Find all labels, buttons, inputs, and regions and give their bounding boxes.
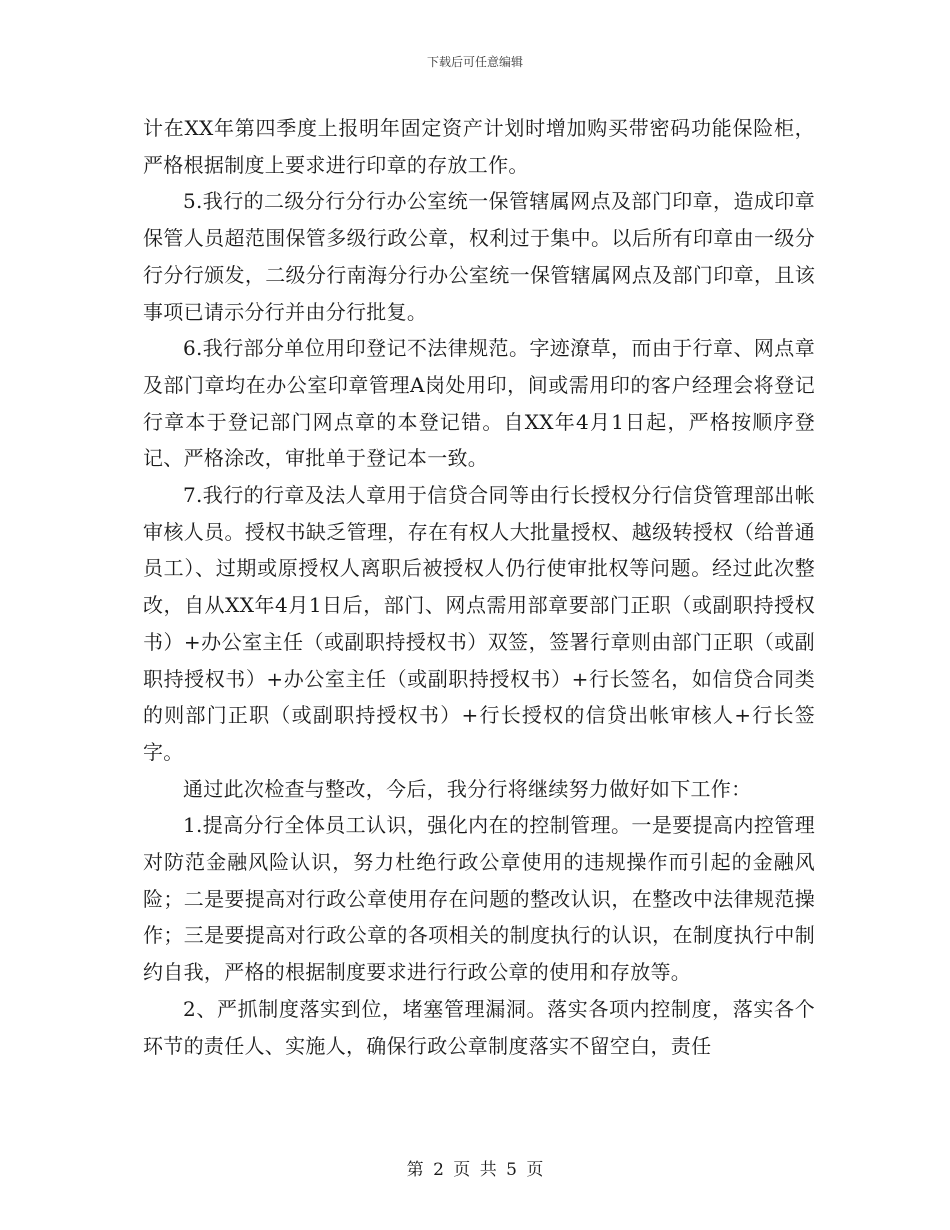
paragraph: 6.我行部分单位用印登记不法律规范。字迹潦草，而由于行章、网点章及部门章均在办公室印章管理A岗处用印，间或需用印的客户经理会将登记行章本于登记部门网点章的本登记错。自XX年4月1日起，严格按顺序登记、严格涂改，审批单于登记本一致。 [143, 336, 815, 471]
paragraph: 1.提高分行全体员工认识，强化内在的控制管理。一是要提高内控管理对防范金融风险认识，努力杜绝行政公章使用的违规操作而引起的金融风险；二是要提高对行政公章使用存在问题的整改认识，在整改中法律规范操作；三是要提高对行政公章的各项相关的制度执行的认识，在制度执行中制约自我，严格的根据制度要求进行行政公章的使用和存放等。 [143, 813, 815, 985]
page-footer: 第 2 页 共 5 页 [406, 1160, 544, 1180]
paragraph: 7.我行的行章及法人章用于信贷合同等由行长授权分行信贷管理部出帐审核人员。授权书缺乏管理，存在有权人大批量授权、越级转授权（给普通员工）、过期或原授权人离职后被授权人仍行使审批权等问题。经过此次整改，自从XX年4月1日后，部门、网点需用部章要部门正职（或副职持授权书）+办公室主任（或副职持授权书）双签，签署行章则由部门正职（或副职持授权书）+办公室主任（或副职持授权书）+行长签名，如信贷合同类的则部门正职（或副职持授权书）+行长授权的信贷出帐审核人+行长签字。 [143, 483, 815, 764]
document-body [143, 110, 815, 1064]
paragraph: 通过此次检查与整改，今后，我分行将继续努力做好如下工作： [183, 776, 752, 801]
page-header: 下载后可任意编辑 [426, 55, 523, 69]
paragraph: 计在XX年第四季度上报明年固定资产计划时增加购买带密码功能保险柜，严格根据制度上要求进行印章的存放工作。 [143, 116, 815, 177]
paragraph: 2、严抓制度落实到位，堵塞管理漏洞。落实各项内控制度，落实各个环节的责任人、实施人，确保行政公章制度落实不留空白，责任 [143, 996, 815, 1058]
paragraph: 5.我行的二级分行分行办公室统一保管辖属网点及部门印章，造成印章保管人员超范围保管多级行政公章，权利过于集中。以后所有印章由一级分行分行颁发，二级分行南海分行办公室统一保管辖属网点及部门印章，且该事项已请示分行并由分行批复。 [143, 189, 815, 324]
